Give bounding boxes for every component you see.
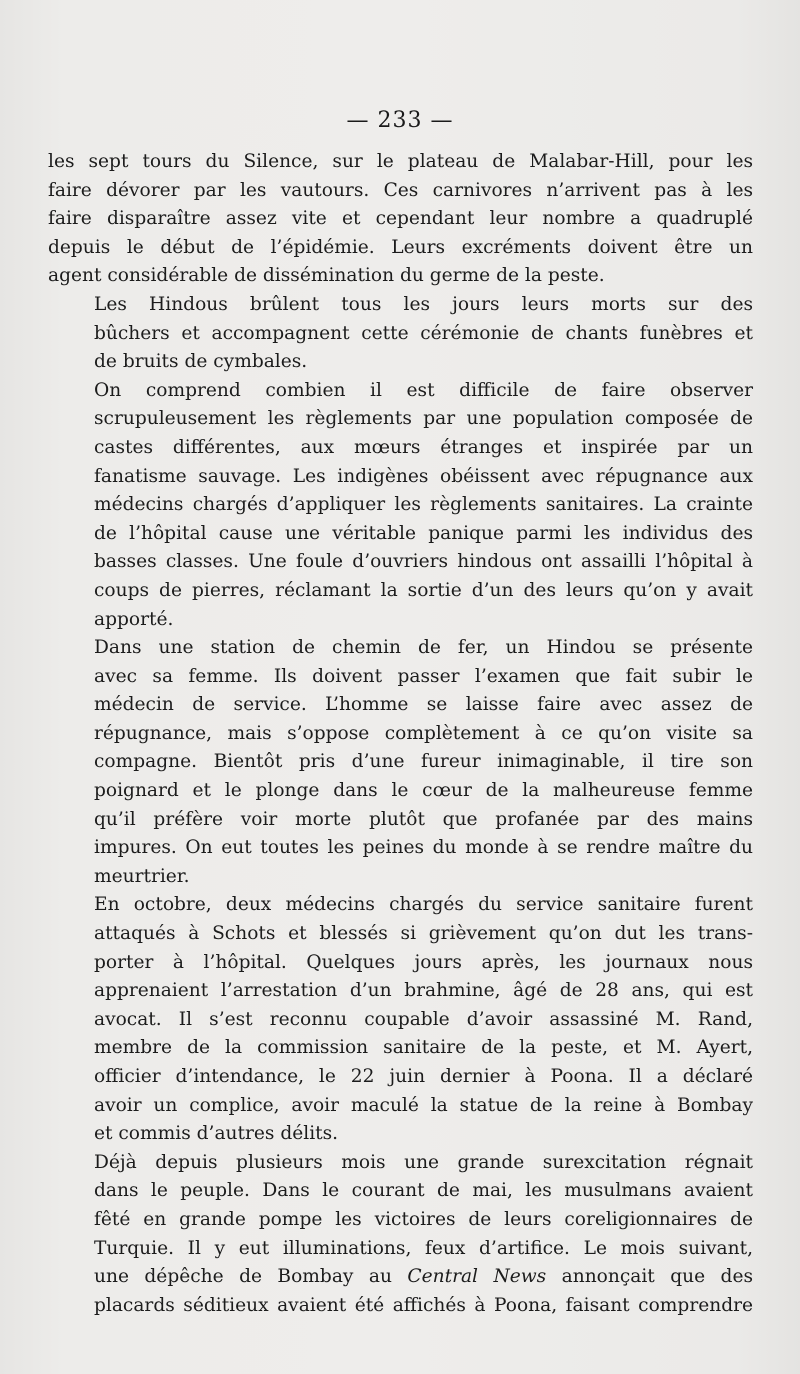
text-line: médecin de service. L’homme se laisse faire avec assez de [94,694,753,716]
text-line: membre de la commission sanitaire de la peste, et M. Ayert, [94,1037,753,1059]
text-line: répugnance, mais s’oppose complètement à ce qu’on visite sa [94,722,753,744]
text-line: coups de pierres, réclamant la sortie d’un des leurs qu’on y avait [94,579,753,601]
text-line: apprenaient l’arrestation d’un brahmine, âgé de 28 ans, qui est [94,980,753,1002]
newspaper-title: Central News [407,1266,547,1288]
text-line: qu’il préfère voir morte plutôt que profanée par des mains [94,808,753,830]
text-line: castes différentes, aux mœurs étranges et inspirée par un [94,436,753,458]
paragraph [48,891,753,1148]
text-line: scrupuleusement les règlements par une population composée de [94,408,753,430]
text-line: meurtrier. [94,865,190,887]
text-line: bûchers et accompagnent cette cérémonie de chants funèbres et [94,322,753,344]
text-line: dans le peuple. Dans le courant de mai, les musulmans avaient [94,1180,753,1202]
paragraph [48,291,753,377]
text-line: de bruits de cymbales. [94,351,308,373]
text-line: On comprend combien il est difficile de faire observer [94,379,753,401]
text-line: médecins chargés d’appliquer les règlements sanitaires. La crainte [94,494,753,516]
text-line: depuis le début de l’épidémie. Leurs excréments doivent être un [48,236,753,258]
text-line: En octobre, deux médecins chargés du service sanitaire furent [94,894,753,916]
paragraph [48,634,753,891]
paragraph [48,148,753,291]
text-line: Déjà depuis plusieurs mois une grande surexcitation régnait [94,1151,753,1173]
text-line: basses classes. Une foule d’ouvriers hindous ont assailli l’hôpital à [94,551,753,573]
page-number: — 233 — [346,108,454,133]
text-line: avoir un complice, avoir maculé la statue de la reine à Bombay [94,1094,753,1116]
text-segment: annonçait que des [546,1266,754,1288]
text-line: attaqués à Schots et blessés si grièvement qu’on dut les trans- [94,923,753,945]
text-line: placards séditieux avaient été affichés à Poona, faisant comprendre [94,1294,753,1316]
text-line: avec sa femme. Ils doivent passer l’examen que fait subir le [94,665,753,687]
text-line: agent considérable de dissémination du germe de la peste. [48,265,605,287]
text-line: fanatisme sauvage. Les indigènes obéissent avec répugnance aux [94,465,753,487]
body-text [48,148,753,1320]
text-line: avocat. Il s’est reconnu coupable d’avoir assassiné M. Rand, [94,1008,753,1030]
text-line: officier d’intendance, le 22 juin dernier à Poona. Il a déclaré [94,1066,753,1087]
text-line: fêté en grande pompe les victoires de leurs coreligionnaires de [94,1208,753,1230]
text-line: les sept tours du Silence, sur le plateau de Malabar-Hill, pour les [48,151,753,172]
text-line: poignard et le plonge dans le cœur de la malheureuse femme [94,780,753,802]
text-line: et commis d’autres délits. [94,1123,339,1145]
paragraph [48,377,753,634]
text-line: de l’hôpital cause une véritable panique parmi les individus des [94,522,753,544]
text-segment: une dépêche de Bombay au [94,1266,408,1288]
paragraph [48,1149,753,1321]
text-line: Turquie. Il y eut illuminations, feux d’artifice. Le mois suivant, [94,1237,753,1259]
text-line [48,1263,753,1292]
text-line: apporté. [94,608,174,630]
text-line: impures. On eut toutes les peines du monde à se rendre maître du [94,837,753,859]
text-line: faire disparaître assez vite et cependant leur nombre a quadruplé [48,208,753,230]
text-line: Les Hindous brûlent tous les jours leurs morts sur des [94,293,753,315]
text-line: faire dévorer par les vautours. Ces carnivores n’arrivent pas à les [48,179,753,201]
text-line: Dans une station de chemin de fer, un Hindou se présente [94,637,753,659]
text-line: compagne. Bientôt pris d’une fureur inimaginable, il tire son [94,751,753,773]
text-line: porter à l’hôpital. Quelques jours après, les journaux nous [94,951,753,973]
